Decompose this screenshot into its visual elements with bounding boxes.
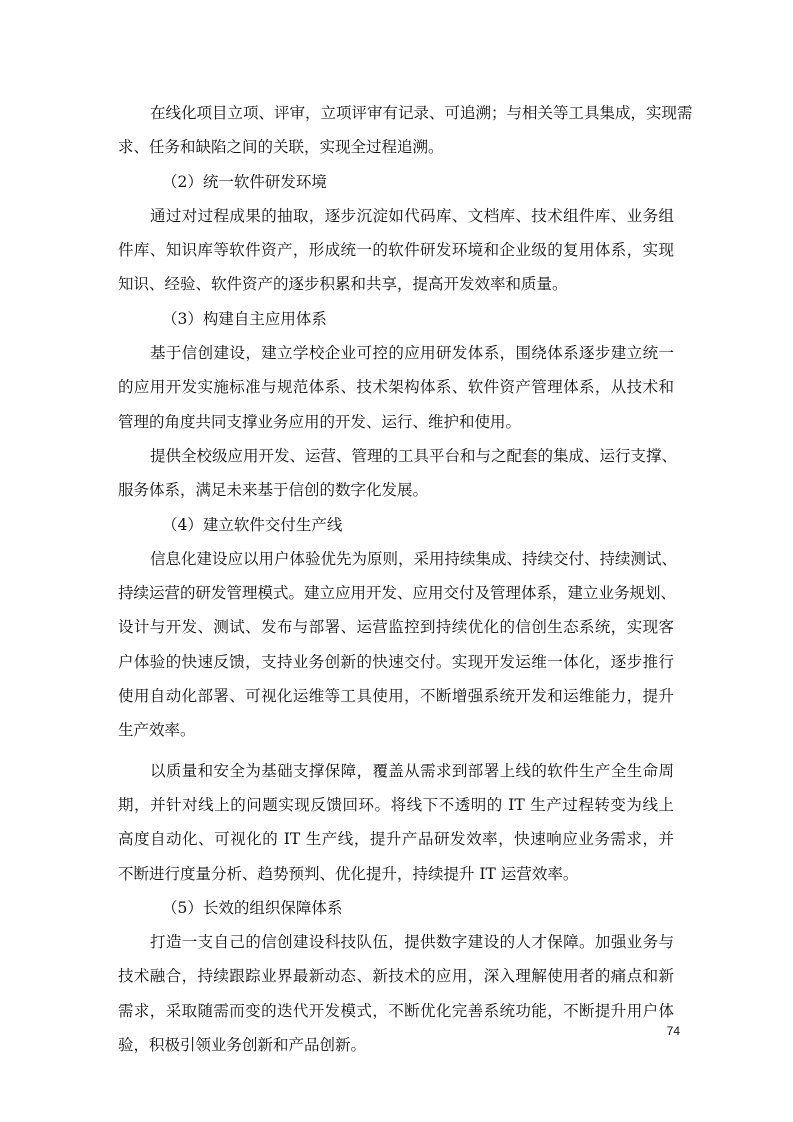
page-number: 74	[666, 1024, 680, 1038]
paragraph	[118, 542, 678, 748]
text-line: 基于信创建设，建立学校企业可控的应用研发体系，围绕体系逐步建立统一	[150, 344, 674, 363]
text-line: 设计与开发、测试、发布与部署、运营监控到持续优化的信创生态系统，实现客	[118, 618, 674, 637]
text-line: 使用自动化部署、可视化运维等工具使用，不断增强系统开发和运维能力，提升	[118, 687, 674, 706]
text-line: 的应用开发实施标准与规范体系、技术架构体系、软件资产管理体系，从技术和	[118, 378, 674, 397]
text-line: 技术融合，持续跟踪业界最新动态、新技术的应用，深入理解使用者的痛点和新	[118, 967, 674, 986]
text-line: 管理的角度共同支撑业务应用的开发、运行、维护和使用。	[118, 412, 522, 431]
document-body	[118, 96, 693, 1062]
paragraph	[118, 96, 693, 165]
text-line: 提供全校级应用开发、运营、管理的工具平台和与之配套的集成、运行支撑、	[150, 446, 678, 465]
text-line: 验，积极引领业务创新和产品创新。	[118, 1036, 367, 1055]
text-line: 打造一支自己的信创建设科技队伍，提供数字建设的人才保障。加强业务与	[150, 933, 674, 952]
text-line: 户体验的快速反馈，支持业务创新的快速交付。实现开发运维一体化，逐步推行	[118, 652, 674, 671]
heading-line: （2）统一软件研发环境	[162, 172, 327, 191]
heading-line: （3）构建自主应用体系	[162, 309, 327, 328]
section-heading	[118, 508, 674, 542]
section-heading	[118, 891, 674, 925]
text-line: 需求，采取随需而变的迭代开发模式，不断优化完善系统功能，不断提升用户体	[118, 1001, 674, 1020]
text-line: 服务体系，满足未来基于信创的数字化发展。	[118, 481, 429, 500]
heading-line: （4）建立软件交付生产线	[162, 515, 343, 534]
paragraph	[118, 439, 678, 508]
text-line: 信息化建设应以用户体验优先为原则，采用持续集成、持续交付、持续测试、	[150, 549, 678, 568]
paragraph	[118, 336, 674, 439]
text-line: 知识、经验、软件资产的逐步积累和共享，提高开发效率和质量。	[118, 275, 568, 294]
text-line: 在线化项目立项、评审，立项评审有记录、可追溯；与相关等工具集成，实现需	[150, 104, 693, 122]
paragraph	[118, 199, 674, 302]
text-line: 件库、知识库等软件资产，形成统一的软件研发环境和企业级的复用体系，实现	[118, 241, 674, 260]
section-heading	[118, 302, 674, 336]
text-line: 高度自动化、可视化的 IT 生产线，提升产品研发效率，快速响应业务需求，并	[118, 830, 674, 849]
text-line: 求、任务和缺陷之间的关联，实现全过程追溯。	[118, 138, 444, 157]
text-line: 不断进行度量分析、趋势预判、优化提升，持续提升 IT 运营效率。	[118, 864, 579, 883]
text-line: 持续运营的研发管理模式。建立应用开发、应用交付及管理体系，建立业务规划、	[118, 584, 677, 603]
text-line: 生产效率。	[118, 721, 196, 740]
paragraph	[118, 925, 674, 1062]
text-line: 以质量和安全为基础支撑保障，覆盖从需求到部署上线的软件生产全生命周	[150, 761, 674, 780]
paragraph	[118, 754, 674, 891]
section-heading	[118, 165, 674, 199]
text-line: 通过对过程成果的抽取，逐步沉淀如代码库、文档库、技术组件库、业务组	[150, 206, 674, 225]
text-line: 期，并针对线上的问题实现反馈回环。将线下不透明的 IT 生产过程转变为线上	[118, 795, 674, 814]
heading-line: （5）长效的组织保障体系	[162, 898, 343, 917]
